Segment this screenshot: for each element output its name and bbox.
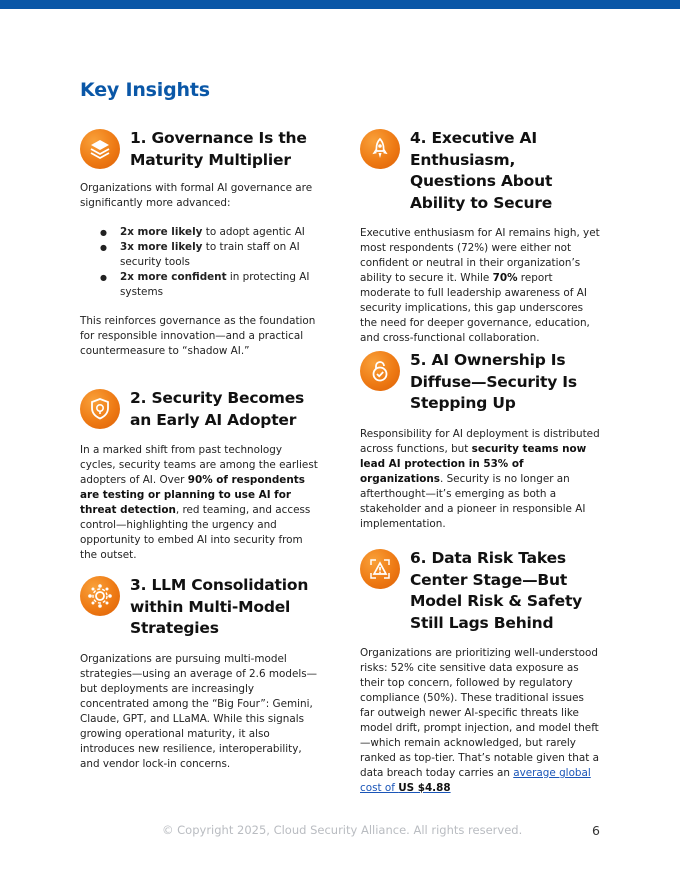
list-item: ● 2x more confident in protecting AI systems bbox=[120, 270, 320, 300]
layers-icon bbox=[80, 129, 120, 169]
section-outro: This reinforces governance as the foundation for responsible innovation—and a practical countermeasure to “shadow AI.” bbox=[80, 315, 316, 357]
warning-icon bbox=[360, 549, 400, 589]
section-title: 3. LLM Consolidation within Multi-Model Strategies bbox=[130, 576, 309, 637]
section-body: Responsibility for AI deployment is distributed across functions, but security teams now lead AI protection in 53% of organizations. Security is no longer an afterthought—it’s emerging as both a stakeholder and a pioneer in responsible AI implementation. bbox=[360, 427, 600, 530]
section-data-risk bbox=[360, 548, 600, 796]
section-ai-ownership bbox=[360, 350, 600, 532]
page-title: Key Insights bbox=[80, 79, 210, 101]
section-executive-enthusiasm bbox=[360, 128, 600, 346]
section-title: 1. Governance Is the Maturity Multiplier bbox=[130, 129, 307, 169]
section-governance bbox=[80, 128, 320, 359]
top-accent-bar bbox=[0, 0, 680, 9]
section-intro: Organizations with formal AI governance are significantly more advanced: bbox=[80, 182, 313, 209]
network-gear-icon bbox=[80, 576, 120, 616]
footer bbox=[80, 823, 600, 839]
section-llm-consolidation bbox=[80, 575, 320, 772]
lock-check-icon bbox=[360, 351, 400, 391]
section-title: 4. Executive AI Enthusiasm, Questions About Ability to Secure bbox=[410, 129, 553, 212]
shield-icon bbox=[80, 389, 120, 429]
section-body: Executive enthusiasm for AI remains high, yet most respondents (72%) were either not confident or neutral in their organization’s ability to secure it. While 70% report moderate to full leadership awareness of AI security implications, this gap underscores the need for deeper governance, education, and cross-functional collaboration. bbox=[360, 227, 600, 344]
section-security-adopter bbox=[80, 388, 320, 563]
section-body: Organizations are prioritizing well-understood risks: 52% cite sensitive data exposure as their top concern, followed by regulatory compliance (50%). These traditional issues far outweigh newer AI-specific threats like model drift, prompt injection, and model theft—which remain acknowledged, but rarely ranked as top-tier. That’s notable given that a data breach today carries an average global cost of US $4.88 bbox=[360, 647, 599, 794]
page-number: 6 bbox=[592, 823, 600, 838]
breach-cost-link[interactable]: average global cost of US $4.88 bbox=[360, 767, 591, 794]
bullet-list bbox=[80, 225, 320, 300]
section-body: In a marked shift from past technology cycles, security teams are among the earliest adopters of AI. Over 90% of respondents are testing or planning to use AI for threat detection, red teaming, and access control—highlighting the urgency and opportunity to embed AI into security from the outset. bbox=[80, 444, 318, 561]
list-item: ● 3x more likely to train staff on AI security tools bbox=[120, 240, 320, 270]
section-title: 2. Security Becomes an Early AI Adopter bbox=[130, 389, 305, 429]
list-item: ● 2x more likely to adopt agentic AI bbox=[120, 225, 320, 240]
section-body: Organizations are pursuing multi-model strategies—using an average of 2.6 models—but deployments are increasingly concentrated among the “Big Four”: Gemini, Claude, GPT, and LLaMA. While this signals growing operational maturity, it also introduces new resilience, interoperability, and vendor lock-in concerns. bbox=[80, 652, 318, 770]
rocket-icon bbox=[360, 129, 400, 169]
copyright-text: © Copyright 2025, Cloud Security Alliance. All rights reserved. bbox=[162, 823, 523, 837]
section-title: 5. AI Ownership Is Diffuse—Security Is Stepping Up bbox=[410, 351, 577, 412]
section-title: 6. Data Risk Takes Center Stage—But Model Risk & Safety Still Lags Behind bbox=[410, 549, 583, 632]
